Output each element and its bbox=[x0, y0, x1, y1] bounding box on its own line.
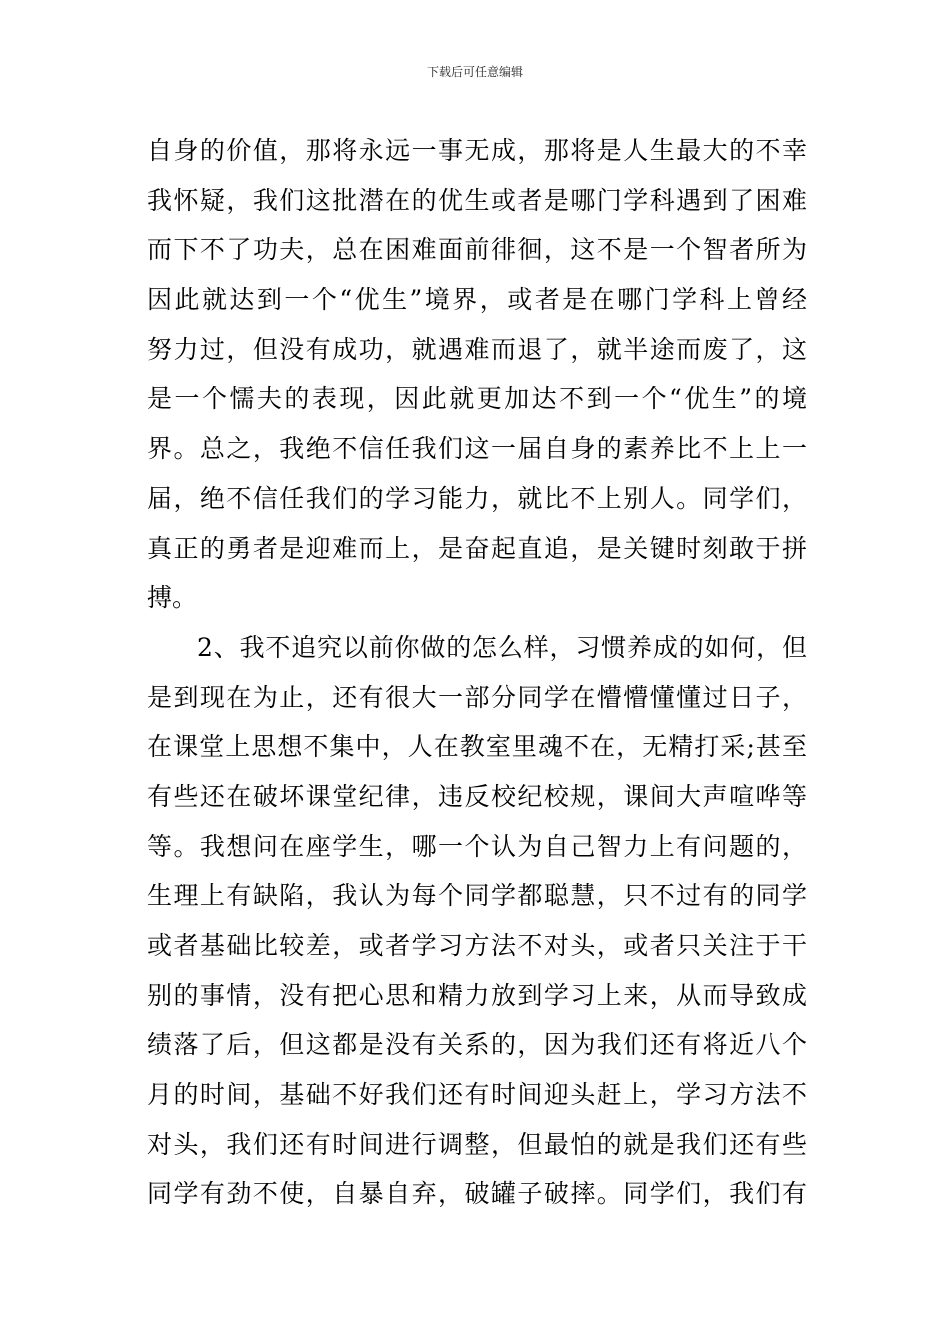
text-line: 届，绝不信任我们的学习能力，就比不上别人。同学们， bbox=[147, 483, 807, 513]
text-line: 自身的价值，那将永远一事无成，那将是人生最大的不幸 bbox=[147, 136, 807, 165]
document-body bbox=[147, 126, 807, 1219]
text-line: 真正的勇者是迎难而上，是奋起直追，是关键时刻敢于拼 bbox=[147, 533, 807, 563]
text-line: 是一个懦夫的表现，因此就更加达不到一个“优生”的境 bbox=[147, 384, 807, 414]
text-line: 在课堂上思想不集中，人在教室里魂不在，无精打采;甚至 bbox=[147, 732, 807, 762]
text-line: 生理上有缺陷，我认为每个同学都聪慧，只不过有的同学 bbox=[147, 881, 807, 911]
text-line: 月的时间，基础不好我们还有时间迎头赶上，学习方法不 bbox=[147, 1080, 807, 1110]
text-line: 因此就达到一个“优生”境界，或者是在哪门学科上曾经 bbox=[147, 285, 807, 315]
text-line: 绩落了后，但这都是没有关系的，因为我们还有将近八个 bbox=[147, 1030, 807, 1060]
paragraph-start-line: 2、我不追究以前你做的怎么样，习惯养成的如何，但 bbox=[197, 632, 807, 662]
text-line: 别的事情，没有把心思和精力放到学习上来，从而导致成 bbox=[147, 980, 807, 1010]
text-line: 我怀疑，我们这批潜在的优生或者是哪门学科遇到了困难 bbox=[147, 185, 807, 215]
text-line: 等。我想问在座学生，哪一个认为自己智力上有问题的， bbox=[147, 831, 807, 861]
text-line: 而下不了功夫，总在困难面前徘徊，这不是一个智者所为 bbox=[147, 235, 807, 265]
page-header: 下载后可任意编辑 bbox=[426, 65, 523, 79]
text-line: 努力过，但没有成功，就遇难而退了，就半途而废了，这 bbox=[147, 334, 807, 364]
text-line: 或者基础比较差，或者学习方法不对头，或者只关注于干 bbox=[147, 931, 807, 960]
text-line: 同学有劲不使，自暴自弃，破罐子破摔。同学们，我们有 bbox=[147, 1179, 807, 1209]
text-line: 对头，我们还有时间进行调整，但最怕的就是我们还有些 bbox=[147, 1129, 807, 1159]
text-line: 界。总之，我绝不信任我们这一届自身的素养比不上上一 bbox=[147, 434, 807, 464]
text-line: 是到现在为止，还有很大一部分同学在懵懵懂懂过日子， bbox=[147, 682, 807, 712]
text-line: 搏。 bbox=[147, 583, 198, 613]
text-line: 有些还在破坏课堂纪律，违反校纪校规，课间大声喧哗等 bbox=[147, 781, 807, 811]
